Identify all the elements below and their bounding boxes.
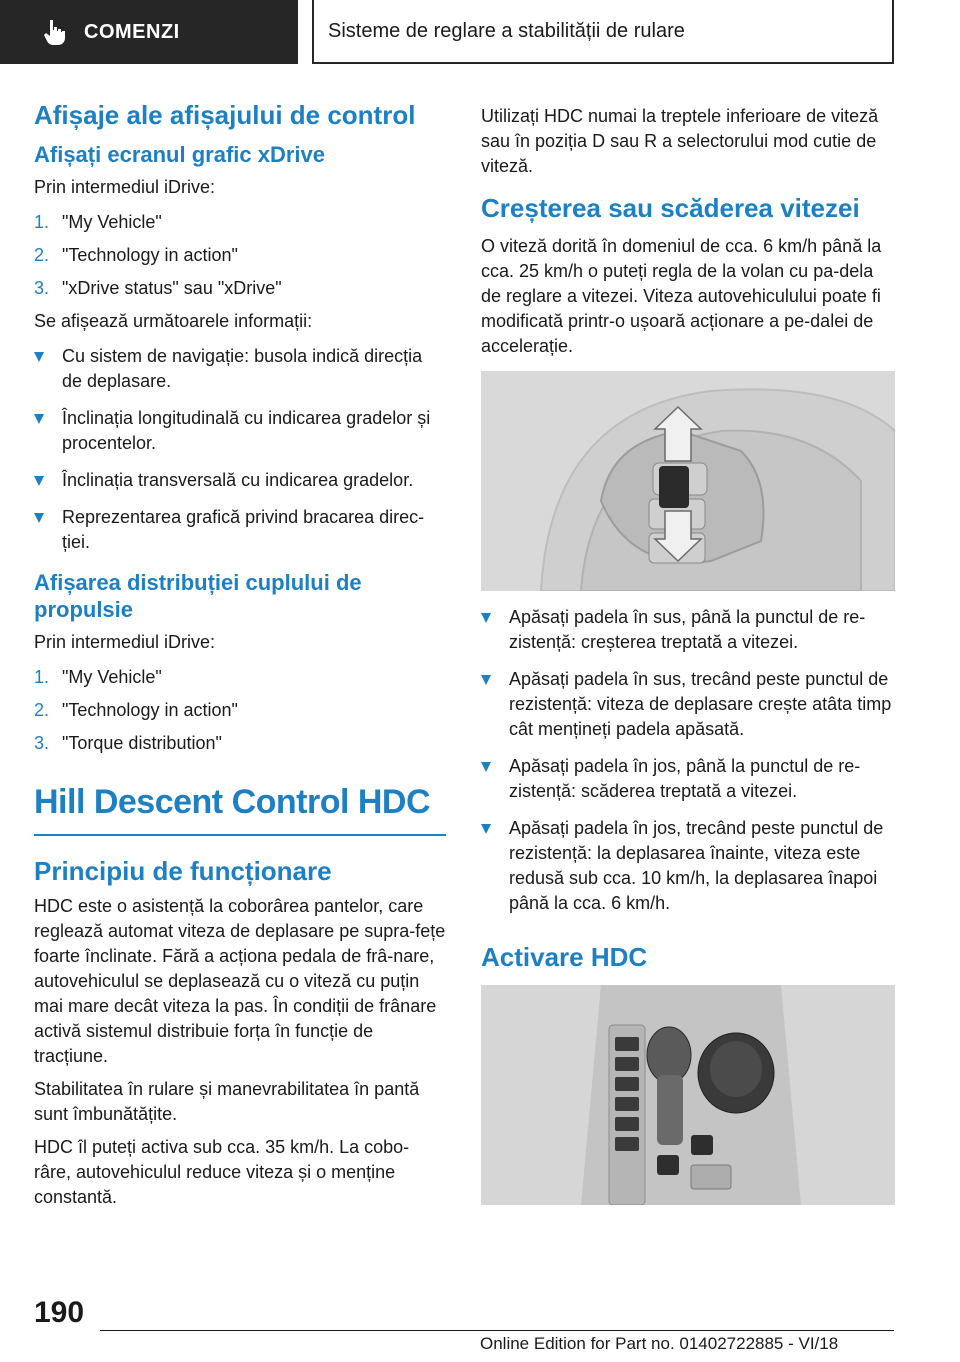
section-label: COMENZI: [84, 20, 180, 43]
list-text: "Technology in action": [62, 699, 238, 720]
list-text: "My Vehicle": [62, 666, 162, 687]
numbered-list-torque: [34, 665, 446, 756]
list-number: 3.: [34, 732, 50, 753]
triangle-bullet-icon: [34, 468, 62, 493]
bullet-list-paddle: [481, 605, 895, 916]
right-column: [481, 104, 895, 1219]
hand-pointer-icon: [42, 18, 68, 46]
list-item: [34, 698, 446, 723]
list-item: [34, 406, 446, 456]
list-text: Înclinația longitudinală cu indicarea gradelor și procentelor.: [62, 407, 431, 453]
paragraph-idrive: Prin intermediul iDrive:: [34, 176, 216, 197]
triangle-bullet-icon: [481, 605, 509, 655]
heading-activare: Activare HDC: [481, 942, 648, 973]
heading-xdrive: Afișați ecranul grafic xDrive: [34, 142, 326, 168]
triangle-bullet-icon: [34, 406, 62, 456]
list-item: [481, 754, 895, 804]
paragraph-hdc-2: Stabilitatea în rulare și manevrabilitatea în pantă sunt îmbunătățite.: [34, 1078, 420, 1124]
paragraph-info: Se afișează următoarele informații:: [34, 310, 313, 331]
triangle-bullet-icon: [481, 667, 509, 742]
list-text: "Technology in action": [62, 244, 238, 265]
triangle-bullet-icon: [34, 505, 62, 555]
list-number: 2.: [34, 699, 50, 720]
heading-afisaje: Afișaje ale afișajului de control: [34, 100, 416, 130]
heading-cuplu: Afișarea distribuției cuplului de propulsie: [34, 569, 362, 623]
list-item: [34, 505, 446, 555]
paragraph-viteza: O viteză dorită în domeniul de cca. 6 km/h până la cca. 25 km/h o puteți regla de la volan cu pa-dela de reglare a vitezei. Viteza autovehiculului poate fi modificată printr-o ușoară acționare a pe-dalei de accelerație.: [481, 236, 882, 357]
list-number: 1.: [34, 211, 50, 232]
list-text: "My Vehicle": [62, 211, 162, 232]
paragraph-hdc-3: HDC îl puteți activa sub cca. 35 km/h. La cobo-râre, autovehiculul reduce viteza și o menține constantă.: [34, 1136, 410, 1207]
list-item: [34, 468, 446, 493]
center-console-illustration: [481, 985, 895, 1205]
left-column: [34, 100, 446, 1218]
footer-edition: Online Edition for Part no. 01402722885 - VI/18: [480, 1334, 839, 1353]
list-item: [481, 816, 895, 916]
list-text: Apăsați padela în jos, până la punctul de re-zistență: scăderea treptată a vitezei.: [509, 756, 861, 802]
heading-rule: [34, 834, 446, 836]
list-item: [481, 605, 895, 655]
list-item: [34, 276, 446, 301]
triangle-bullet-icon: [34, 344, 62, 394]
steering-wheel-paddle-image: [481, 371, 895, 591]
page-number: 190: [34, 1296, 85, 1329]
chapter-header: [312, 0, 894, 64]
list-text: Apăsați padela în jos, trecând peste punctul de rezistență: la deplasarea înainte, viteza este redusă sub cca. 10 km/h, la deplasarea înapoi până la cca. 6 km/h.: [509, 818, 884, 914]
paragraph-utilizati: Utilizați HDC numai la treptele inferioare de viteză sau în poziția D sau R a selectorului mod cutie de viteză.: [481, 106, 879, 176]
list-item: [34, 243, 446, 268]
list-text: "xDrive status" sau "xDrive": [62, 277, 282, 298]
heading-viteza: Creșterea sau scăderea vitezei: [481, 193, 860, 223]
chapter-title: Sisteme de reglare a stabilității de rulare: [328, 19, 685, 42]
list-number: 1.: [34, 666, 50, 687]
list-text: Cu sistem de navigație: busola indică direcția de deplasare.: [62, 345, 423, 391]
section-tab: [0, 0, 298, 64]
list-text: Apăsați padela în sus, trecând peste punctul de rezistență: viteza de deplasare crește atâta timp cât mențineți padela apăsată.: [509, 669, 892, 740]
list-item: [481, 667, 895, 742]
list-item: [34, 210, 446, 235]
list-text: Înclinația transversală cu indicarea gradelor.: [62, 469, 414, 490]
triangle-bullet-icon: [481, 754, 509, 804]
list-item: [34, 344, 446, 394]
list-item: [34, 665, 446, 690]
steering-wheel-illustration: [481, 371, 895, 591]
footer-rule: [100, 1330, 894, 1331]
list-number: 2.: [34, 244, 50, 265]
numbered-list-xdrive: [34, 210, 446, 301]
heading-hdc: Hill Descent Control HDC: [34, 782, 431, 821]
list-text: Apăsați padela în sus, până la punctul de re-zistență: creșterea treptată a vitezei.: [509, 607, 866, 653]
triangle-bullet-icon: [481, 816, 509, 916]
center-console-image: [481, 985, 895, 1205]
heading-principiu: Principiu de funcționare: [34, 856, 332, 887]
bullet-list-info: [34, 344, 446, 555]
paragraph-hdc-1: HDC este o asistență la coborârea pantelor, care reglează automat viteza de deplasare pe supra-fețe foarte înclinate. Fără a acționa pedala de frâ-nare, autovehiculul se deplasează cu o viteză cu puțin mai mare decât viteza la pas. În condiții de frânare activă sistemul distribuie forța în funcție de tracțiune.: [34, 895, 446, 1066]
list-text: "Torque distribution": [62, 732, 222, 753]
list-text: Reprezentarea grafică privind bracarea direc-ției.: [62, 506, 425, 552]
paragraph-idrive-2: Prin intermediul iDrive:: [34, 631, 216, 652]
list-number: 3.: [34, 277, 50, 298]
list-item: [34, 731, 446, 756]
